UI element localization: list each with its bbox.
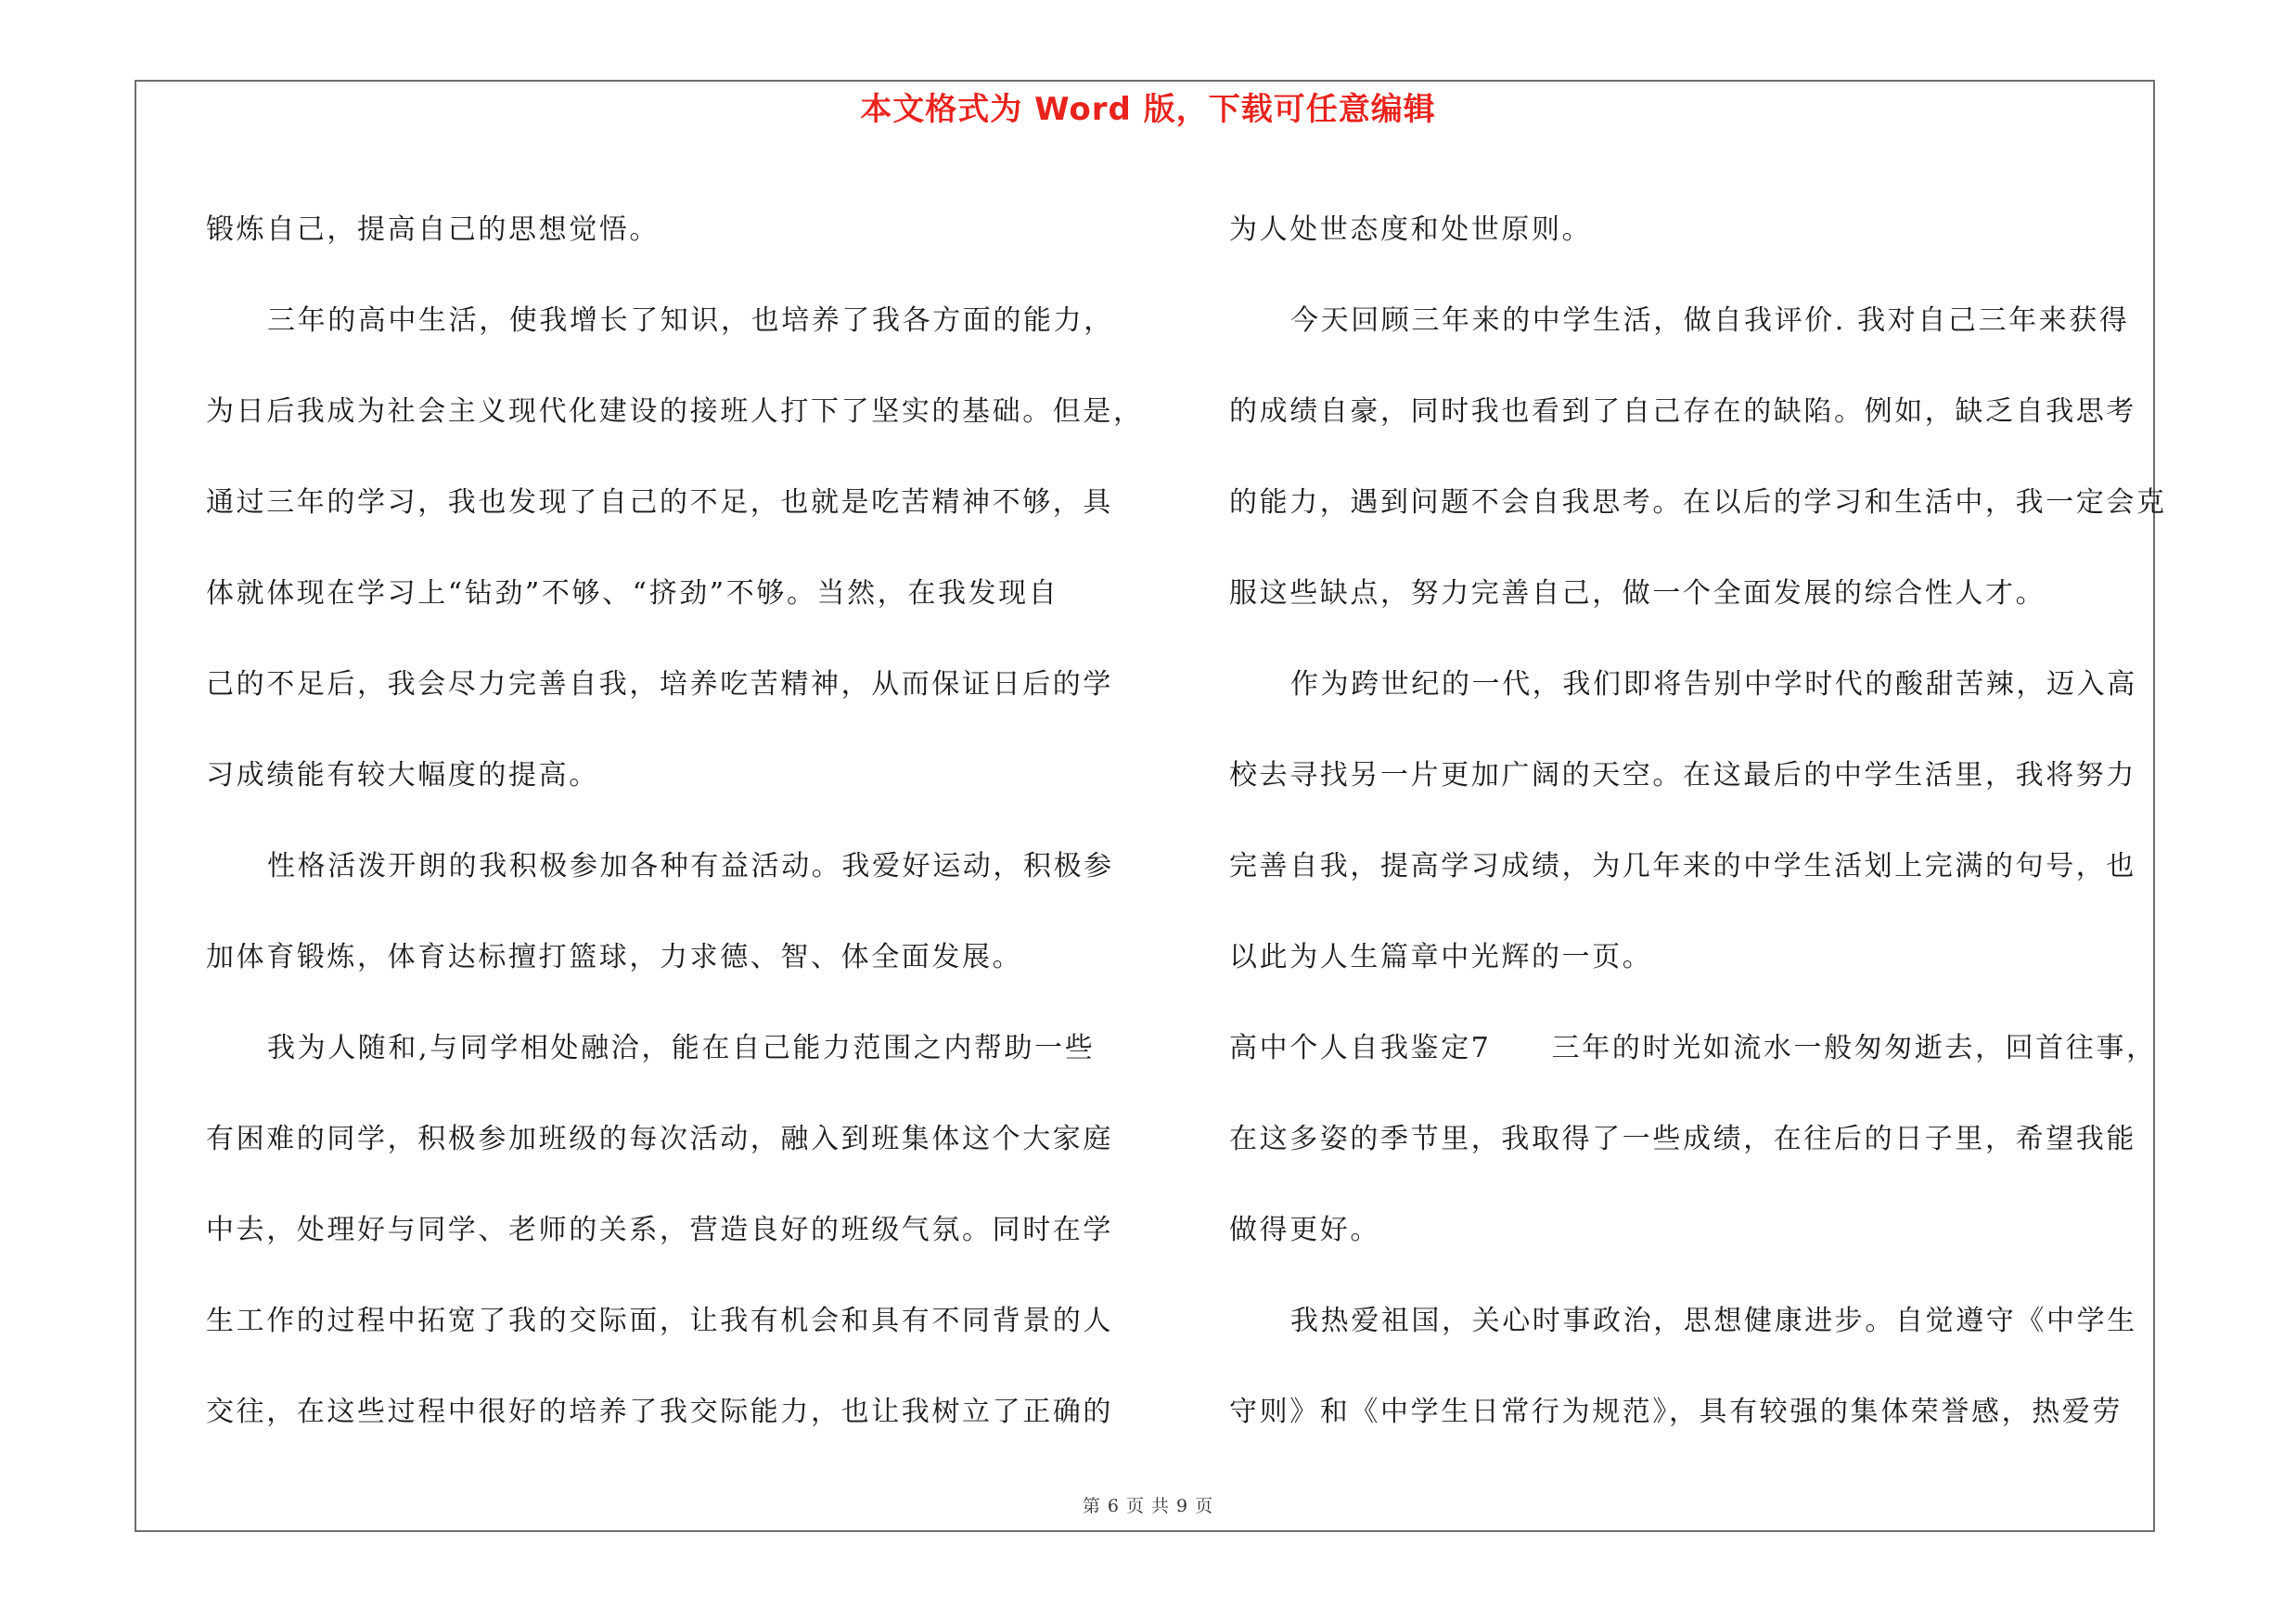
left-text-column (206, 185, 1160, 1458)
right-text-column (1229, 185, 2167, 1458)
text-line: 锻炼自己，提高自己的思想觉悟。 (206, 213, 660, 246)
section-heading-line: 高中个人自我鉴定7 三年的时光如流水一般匆匆逝去，回首往事， (1229, 1032, 2157, 1064)
text-line: 做得更好。 (1229, 1214, 1380, 1246)
text-line: 己的不足后，我会尽力完善自我，培养吃苦精神，从而保证日后的学 (206, 668, 1113, 701)
text-line: 完善自我，提高学习成绩，为几年来的中学生活划上完满的句号，也 (1229, 850, 2136, 882)
text-line: 作为跨世纪的一代，我们即将告别中学时代的酸甜苦辣，迈入高 (1290, 668, 2137, 701)
text-line: 守则》和《中学生日常行为规范》，具有较强的集体荣誉感，热爱劳 (1229, 1396, 2123, 1428)
text-line: 交往，在这些过程中很好的培养了我交际能力，也让我树立了正确的 (206, 1396, 1113, 1428)
text-line: 加体育锻炼，体育达标擅打篮球，力求德、智、体全面发展。 (206, 941, 1023, 973)
text-line: 通过三年的学习，我也发现了自己的不足，也就是吃苦精神不够，具 (206, 486, 1113, 519)
text-line: 中去，处理好与同学、老师的关系，营造良好的班级气氛。同时在学 (206, 1214, 1113, 1246)
text-line: 的能力，遇到问题不会自我思考。在以后的学习和生活中，我一定会克 (1229, 486, 2167, 519)
text-line: 今天回顾三年来的中学生活，做自我评价. 我对自己三年来获得 (1290, 304, 2130, 337)
text-line: 为人处世态度和处世原则。 (1229, 213, 1593, 246)
text-line: 校去寻找另一片更加广阔的天空。在这最后的中学生活里，我将努力 (1229, 759, 2136, 792)
word-format-banner: 本文格式为 Word 版，下载可任意编辑 (860, 91, 1436, 128)
page-number-footer: 第 6 页 共 9 页 (1082, 1496, 1214, 1516)
text-line: 为日后我成为社会主义现代化建设的接班人打下了坚实的基础。但是， (206, 395, 1144, 428)
text-line: 性格活泼开朗的我积极参加各种有益活动。我爱好运动，积极参 (267, 850, 1114, 882)
text-line: 习成绩能有较大幅度的提高。 (206, 759, 599, 792)
text-line: 体就体现在学习上“钻劲”不够、“挤劲”不够。当然，在我发现自 (206, 577, 1059, 610)
text-line: 我为人随和,与同学相处融洽，能在自己能力范围之内帮助一些 (267, 1032, 1096, 1064)
text-line: 有困难的同学，积极参加班级的每次活动，融入到班集体这个大家庭 (206, 1123, 1113, 1155)
text-line: 以此为人生篇章中光辉的一页。 (1229, 941, 1653, 973)
text-line: 生工作的过程中拓宽了我的交际面，让我有机会和具有不同背景的人 (206, 1305, 1113, 1337)
text-line: 我热爱祖国，关心时事政治，思想健康进步。自觉遵守《中学生 (1290, 1305, 2137, 1337)
text-line: 在这多姿的季节里，我取得了一些成绩，在往后的日子里，希望我能 (1229, 1123, 2136, 1155)
text-line: 服这些缺点，努力完善自己，做一个全面发展的综合性人才。 (1229, 577, 2046, 610)
text-line: 的成绩自豪，同时我也看到了自己存在的缺陷。例如，缺乏自我思考 (1229, 395, 2136, 428)
text-line: 三年的高中生活，使我增长了知识，也培养了我各方面的能力， (267, 304, 1114, 337)
